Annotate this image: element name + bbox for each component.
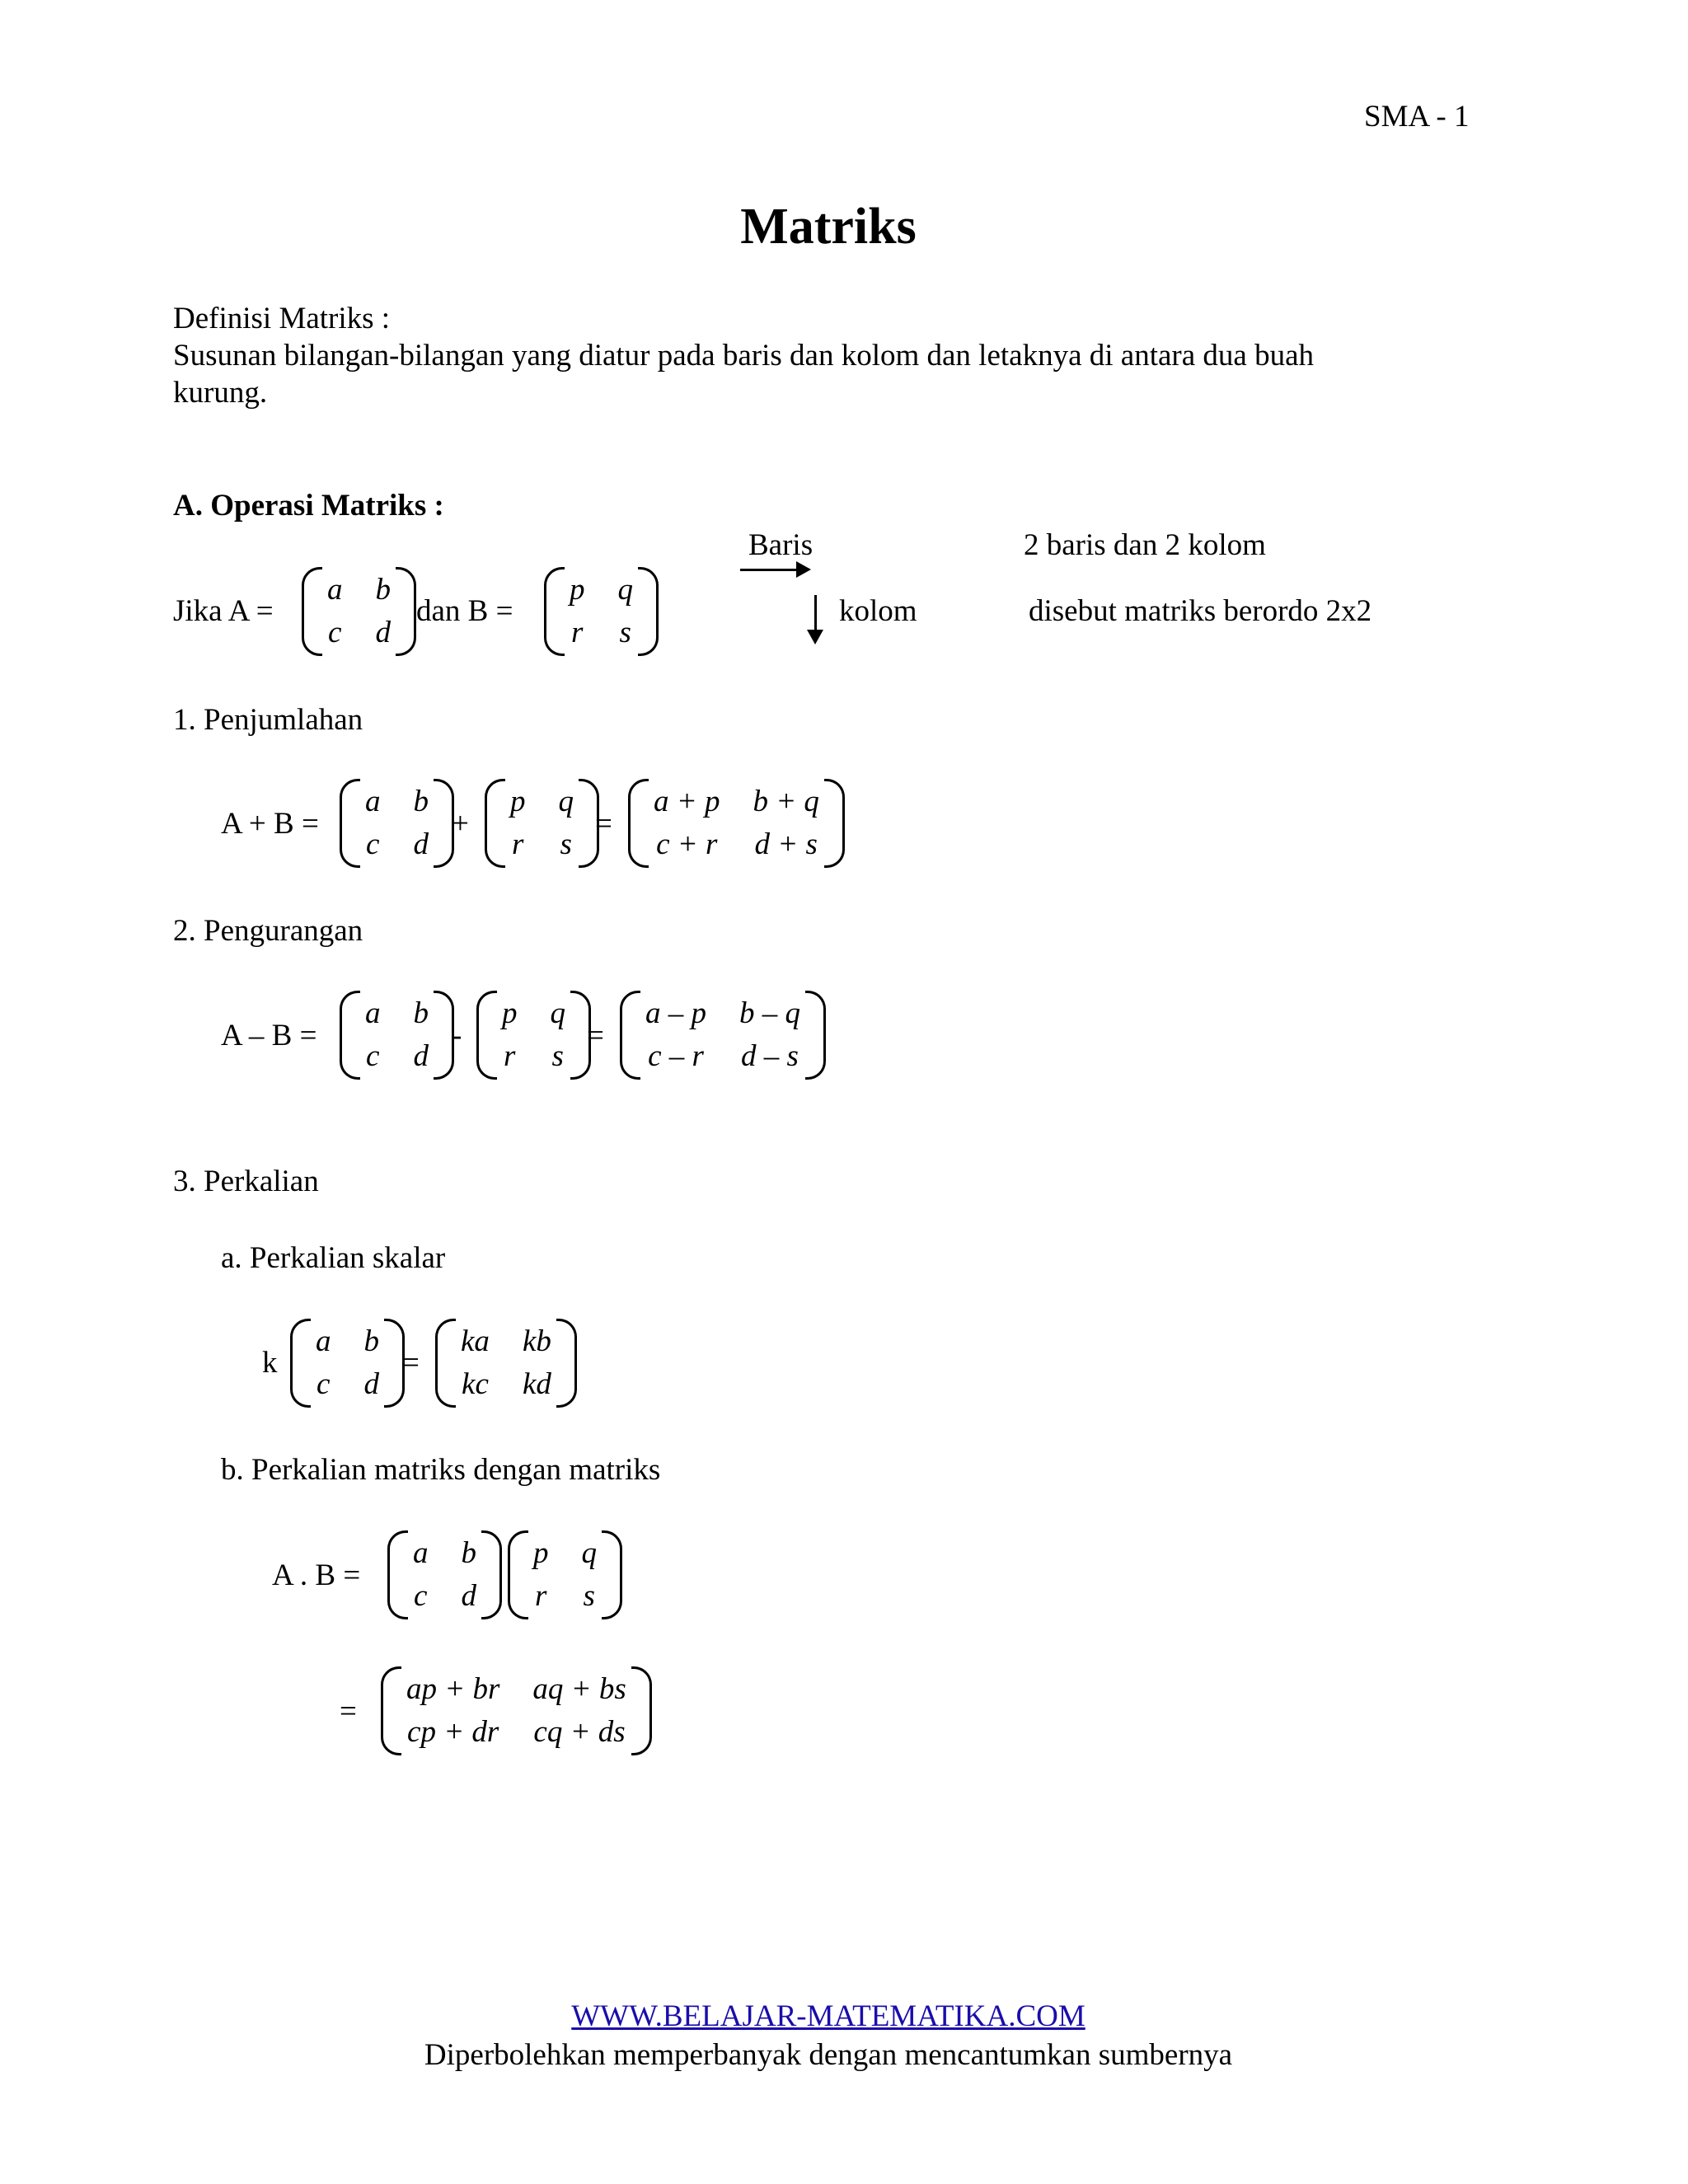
matrix-cell: kc [462,1367,489,1401]
matrix-cell: c [366,827,380,861]
matrix-cell: a [365,996,381,1030]
matrix-cell: c [366,1039,380,1073]
addition-equals: = [595,807,612,841]
matrix-cell: b [413,996,429,1030]
matrix-cell: b [461,1535,476,1570]
page-label: SMA - 1 [1364,100,1470,134]
section-a-heading: A. Operasi Matriks : [173,489,444,523]
matrix-cell: a [365,784,381,818]
subtraction-operator: - [452,1019,462,1052]
matrix-cell: b + q [753,784,819,818]
matrix-cell: kb [522,1324,551,1358]
definition-line-1: Susunan bilangan-bilangan yang diatur pada baris dan kolom dan letaknya di antara dua buah [173,339,1314,373]
addition-operator: + [452,807,469,841]
matrix-cell: q [550,996,565,1030]
matrix-cell: q [581,1535,597,1570]
order-note-1: 2 baris dan 2 kolom [1024,528,1266,562]
matrix-cell: d – s [741,1039,799,1073]
multiplication-heading: 3. Perkalian [173,1165,319,1198]
matrix-cell: cp + dr [407,1715,499,1749]
matrix-cell: s [619,616,631,649]
addition-result-matrix [628,779,845,868]
matrix-cell: r [504,1039,516,1073]
matrix-cell: a [327,572,343,607]
order-note-2: disebut matriks berordo 2x2 [1029,594,1372,628]
matrix-cell: ap + br [406,1671,500,1706]
matrix-mult-equals: = [340,1694,357,1728]
matrix-cell: d [461,1579,476,1613]
matrix-cell: p [502,996,518,1030]
definition-heading: Definisi Matriks : [173,302,391,335]
scalar-equals: = [402,1346,420,1380]
matrix-cell: d [413,827,429,861]
matrix-cell: a – p [645,996,706,1030]
matrix-cell: a + p [654,784,720,818]
kolom-label: kolom [839,594,917,628]
matrix-mult-matrix-1 [387,1530,502,1619]
matrix-cell: r [571,616,584,649]
matrix-cell: a [316,1324,331,1358]
matrix-cell: c + r [656,827,718,861]
matrix-cell: s [551,1039,564,1073]
matrix-cell: aq + bs [532,1671,626,1706]
subtraction-matrix-2 [476,991,591,1080]
matrix-cell: d [363,1367,379,1401]
matrix-cell: kd [522,1367,551,1401]
addition-matrix-2 [485,779,599,868]
subtraction-result-matrix [620,991,826,1080]
scalar-k: k [262,1346,278,1380]
addition-heading: 1. Penjumlahan [173,703,363,737]
matrix-cell: s [560,827,572,861]
matrix-cell: ka [461,1324,490,1358]
matrix-cell: r [535,1579,547,1613]
baris-label: Baris [748,528,814,562]
page-title: Matriks [740,199,917,255]
baris-arrow [740,569,808,571]
subtraction-equals: = [587,1019,604,1052]
matrix-cell: d [375,616,391,649]
scalar-result-matrix [435,1319,577,1408]
dan-label: dan B = [416,594,513,628]
matrix-cell: s [583,1579,595,1613]
scalar-matrix [290,1319,405,1408]
matrix-cell: c [316,1367,331,1401]
matrix-cell: q [617,572,633,607]
matrix-mult-lhs: A . B = [272,1558,361,1592]
matrix-cell: a [413,1535,429,1570]
matrix-cell: p [570,572,585,607]
matrix-mult-matrix-2 [508,1530,622,1619]
matrix-b [544,567,659,656]
matrix-cell: c [414,1579,428,1613]
jika-label: Jika A = [173,594,274,628]
matrix-cell: b [413,784,429,818]
matrix-mult-heading: b. Perkalian matriks dengan matriks [221,1453,661,1487]
matrix-a [302,567,416,656]
addition-matrix-1 [340,779,454,868]
matrix-cell: d [413,1039,429,1073]
matrix-cell: p [533,1535,549,1570]
matrix-cell: r [512,827,524,861]
matrix-cell: c – r [648,1039,704,1073]
matrix-cell: cq + ds [533,1715,626,1749]
addition-lhs: A + B = [221,807,319,841]
subtraction-heading: 2. Pengurangan [173,914,363,948]
matrix-cell: b [363,1324,379,1358]
subtraction-matrix-1 [340,991,454,1080]
subtraction-lhs: A – B = [221,1019,317,1052]
definition-line-2: kurung. [173,376,268,410]
footer [0,1999,1657,2035]
kolom-arrow [814,595,817,641]
matrix-cell: p [510,784,526,818]
footer-url-link[interactable]: WWW.BELAJAR-MATEMATIKA.COM [571,1999,1085,2033]
matrix-mult-result-matrix [381,1666,652,1755]
matrix-cell: b [375,572,391,607]
matrix-cell: d + s [754,827,818,861]
footer-note: Diperbolehkan memperbanyak dengan mencantumkan sumbernya [424,2038,1233,2072]
scalar-heading: a. Perkalian skalar [221,1241,446,1275]
matrix-cell: c [328,616,342,649]
matrix-cell: b – q [739,996,800,1030]
matrix-cell: q [558,784,574,818]
